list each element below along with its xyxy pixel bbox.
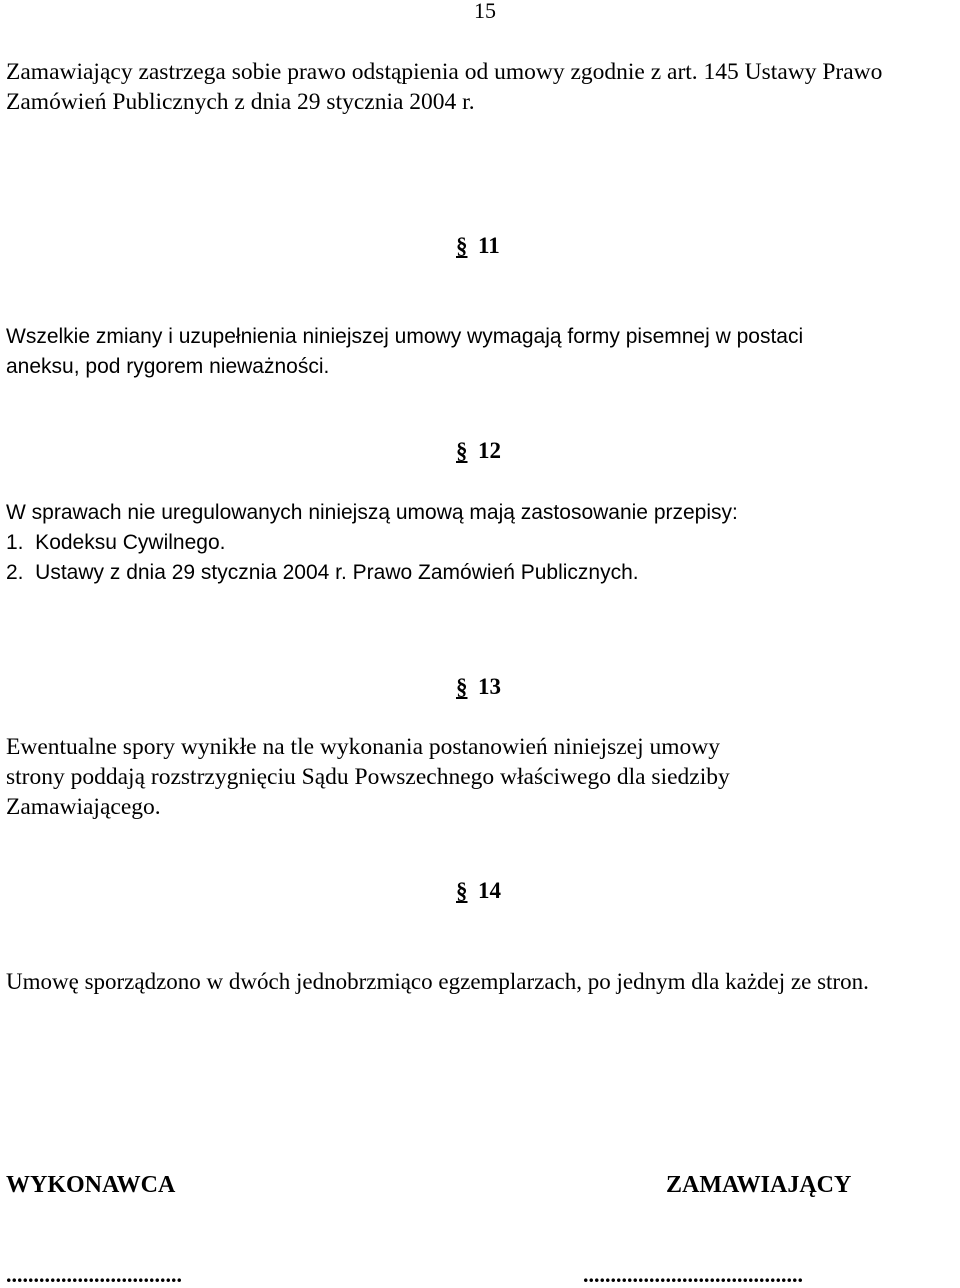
section-line: Zamawiającego. [6, 794, 161, 820]
signature-label-client: ZAMAWIAJĄCY [666, 1172, 852, 1198]
section-line: strony poddają rozstrzygnięciu Sądu Powszechnego właściwego dla siedziby [6, 764, 730, 790]
section-number: 12 [478, 438, 501, 463]
section-heading-13 [456, 674, 501, 700]
list-item: 2. Ustawy z dnia 29 stycznia 2004 r. Prawo Zamówień Publicznych. [6, 561, 639, 584]
section-sign: § [456, 438, 468, 463]
intro-line: Zamawiający zastrzega sobie prawo odstąpienia od umowy zgodnie z art. 145 Ustawy Prawo [6, 59, 883, 85]
signature-line-contractor: ................................ [6, 1262, 182, 1287]
section-sign: § [456, 674, 468, 699]
section-number: 11 [478, 233, 500, 258]
signature-label-contractor: WYKONAWCA [6, 1172, 176, 1198]
section-11-text [6, 322, 958, 382]
section-heading-12 [456, 438, 501, 464]
section-14-text [6, 967, 958, 997]
signature-line-client: ........................................ [583, 1262, 803, 1287]
section-line: Umowę sporządzono w dwóch jednobrzmiąco egzemplarzach, po jednym dla każdej ze stron. [6, 969, 869, 994]
intro-line: Zamówień Publicznych z dnia 29 stycznia 2004 r. [6, 89, 475, 115]
section-number: 14 [478, 878, 501, 903]
page-number: 15 [474, 0, 496, 23]
section-line: Wszelkie zmiany i uzupełnienia niniejszej umowy wymagają formy pisemnej w postaci [6, 325, 804, 348]
intro-paragraph [6, 57, 958, 117]
section-12-text [6, 498, 958, 588]
section-sign: § [456, 233, 468, 258]
section-heading-11 [456, 233, 500, 259]
section-13-text [6, 732, 958, 822]
section-number: 13 [478, 674, 501, 699]
section-line: Ewentualne spory wynikłe na tle wykonania postanowień niniejszej umowy [6, 734, 720, 760]
section-heading-14 [456, 878, 501, 904]
section-sign: § [456, 878, 468, 903]
section-line: W sprawach nie uregulowanych niniejszą umową mają zastosowanie przepisy: [6, 501, 738, 524]
list-item: 1. Kodeksu Cywilnego. [6, 531, 226, 554]
section-line: aneksu, pod rygorem nieważności. [6, 355, 330, 378]
